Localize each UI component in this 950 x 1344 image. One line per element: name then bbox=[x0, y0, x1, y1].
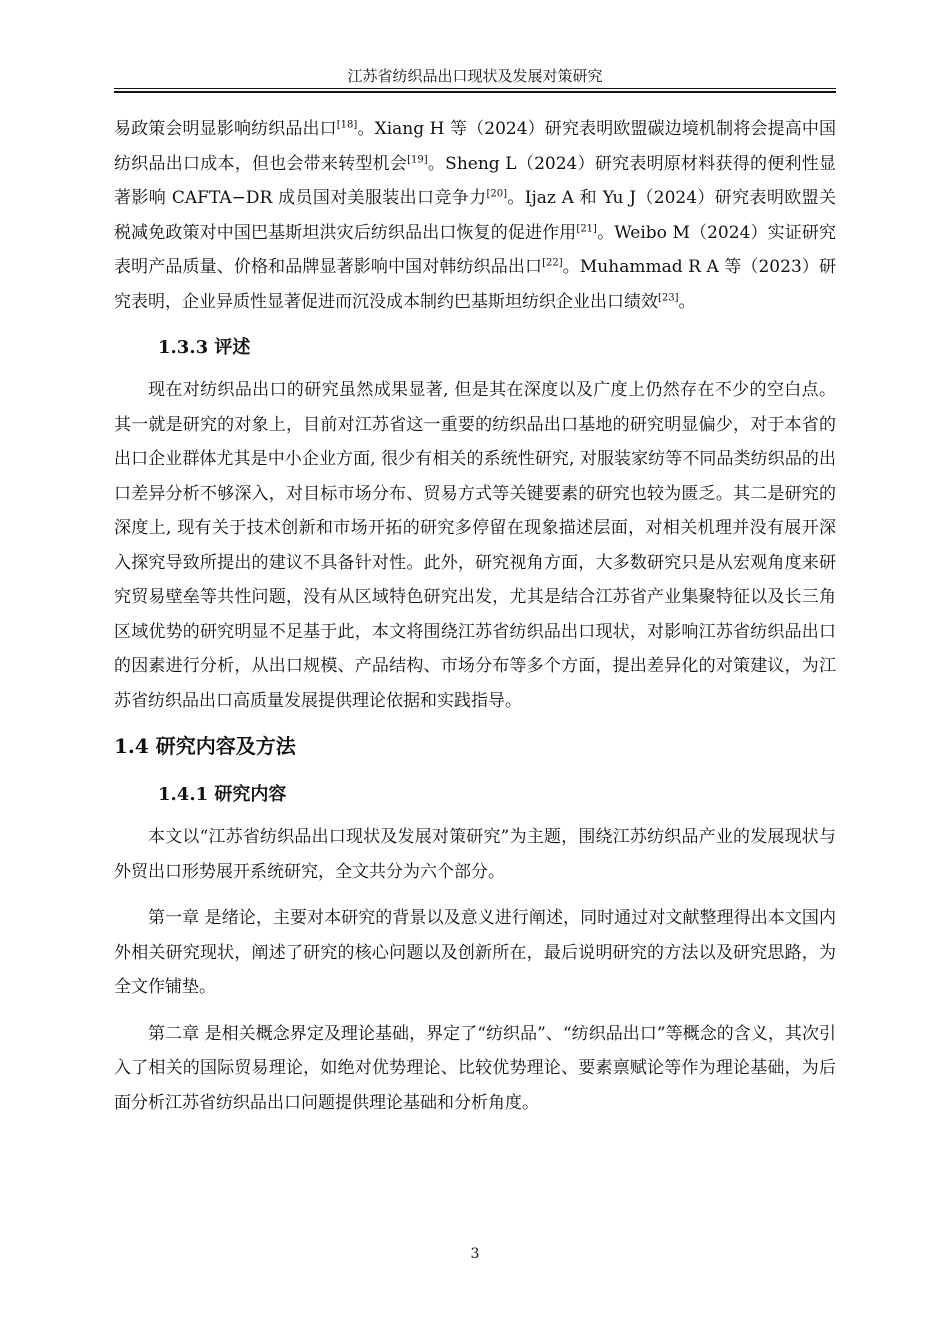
body-content bbox=[114, 112, 836, 1120]
text-run: 。Ijaz A 和 Yu J（2024）研究表明欧盟关税减免政策对中国巴基斯坦洪灾后纺织品出口恢复的促进作用 bbox=[114, 188, 836, 243]
heading-1-4: 1.4 研究内容及方法 bbox=[114, 734, 296, 758]
paragraph-chapter-one: 第一章 是绪论，主要对本研究的背景以及意义进行阐述，同时通过对文献整理得出本文国内外相关研究现状，阐述了研究的核心问题以及创新所在，最后说明研究的方法以及研究思路，为全文作铺垫。 bbox=[114, 908, 836, 997]
text-run: 易政策会明显影响纺织品出口 bbox=[114, 119, 337, 139]
heading-1-4-1: 1.4.1 研究内容 bbox=[158, 784, 287, 805]
spacer bbox=[114, 889, 836, 901]
text-run: 。Sheng L（2024）研究表明原材料获得的便利性显著影响 CAFTA−DR 成员国对美服装出口竞争力 bbox=[114, 153, 837, 208]
text-run: 。Xiang H 等（2024）研究表明欧盟碳边境机制将会提高中国纺织品出口成本，但也会带来转型机会 bbox=[114, 119, 836, 174]
citation-ref: [18] bbox=[336, 119, 358, 131]
header-rule-thin bbox=[114, 88, 836, 89]
spacer bbox=[114, 1005, 836, 1017]
paragraph-chapter-two: 第二章 是相关概念界定及理论基础，界定了“纺织品”、“纺织品出口”等概念的含义，其次引入了相关的国际贸易理论，如绝对优势理论、比较优势理论、要素禀赋论等作为理论基础，为后面分析江苏省纺织品出口问题提供理论基础和分析角度。 bbox=[114, 1023, 836, 1113]
page-number: 3 bbox=[470, 1246, 480, 1262]
header-rule-thick bbox=[114, 91, 836, 93]
running-header: 江苏省纺织品出口现状及发展对策研究 bbox=[347, 67, 603, 85]
citation-ref: [22] bbox=[542, 257, 563, 269]
citation-ref: [19] bbox=[407, 153, 428, 165]
paragraph-literature-continued bbox=[114, 112, 836, 319]
paragraph-review: 现在对纺织品出口的研究虽然成果显著, 但是其在深度以及广度上仍然存在不少的空白点。其一就是研究的对象上，目前对江苏省这一重要的纺织品出口基地的研究明显偏少，对于本省的出口企业群体尤其是中小企业方面, 很少有相关的系统性研究, 对服装家纺等不同品类纺织品的出口差异分析不够深入，对目标市场分布、贸易方式等关键要素的研究也较为匮乏。其二是研究的深度上, 现有关于技术创新和市场开拓的研究多停留在现象描述层面，对相关机理并没有展开深入探究导致所提出的建议不具备针对性。此外，研究视角方面，大多数研究只是从宏观角度来研究贸易壁垒等共性问题，没有从区域特色研究出发，尤其是结合江苏省产业集聚特征以及长三角区域优势的研究明显不足基于此，本文将围绕江苏省纺织品出口现状，对影响江苏省纺织品出口的因素进行分析，从出口规模、产品结构、市场分布等多个方面，提出差异化的对策建议，为江苏省纺织品出口高质量发展提供理论依据和实践指导。 bbox=[114, 380, 836, 711]
citation-ref: [20] bbox=[486, 188, 508, 200]
text-run: 。 bbox=[678, 291, 696, 312]
paragraph-research-intro: 本文以“江苏省纺织品出口现状及发展对策研究”为主题，围绕江苏纺织品产业的发展现状与外贸出口形势展开系统研究，全文共分为六个部分。 bbox=[114, 827, 836, 882]
text-run: 。Muhammad R A 等（2023）研究表明，企业异质性显著促进而沉没成本制约巴基斯坦纺织企业出口绩效 bbox=[114, 257, 837, 312]
text-run: 。Weibo M（2024）实证研究表明产品质量、价格和品牌显著影响中国对韩纺织品出口 bbox=[114, 222, 836, 277]
heading-1-3-3: 1.3.3 评述 bbox=[158, 337, 251, 358]
citation-ref: [21] bbox=[576, 222, 597, 234]
citation-ref: [23] bbox=[658, 291, 679, 303]
